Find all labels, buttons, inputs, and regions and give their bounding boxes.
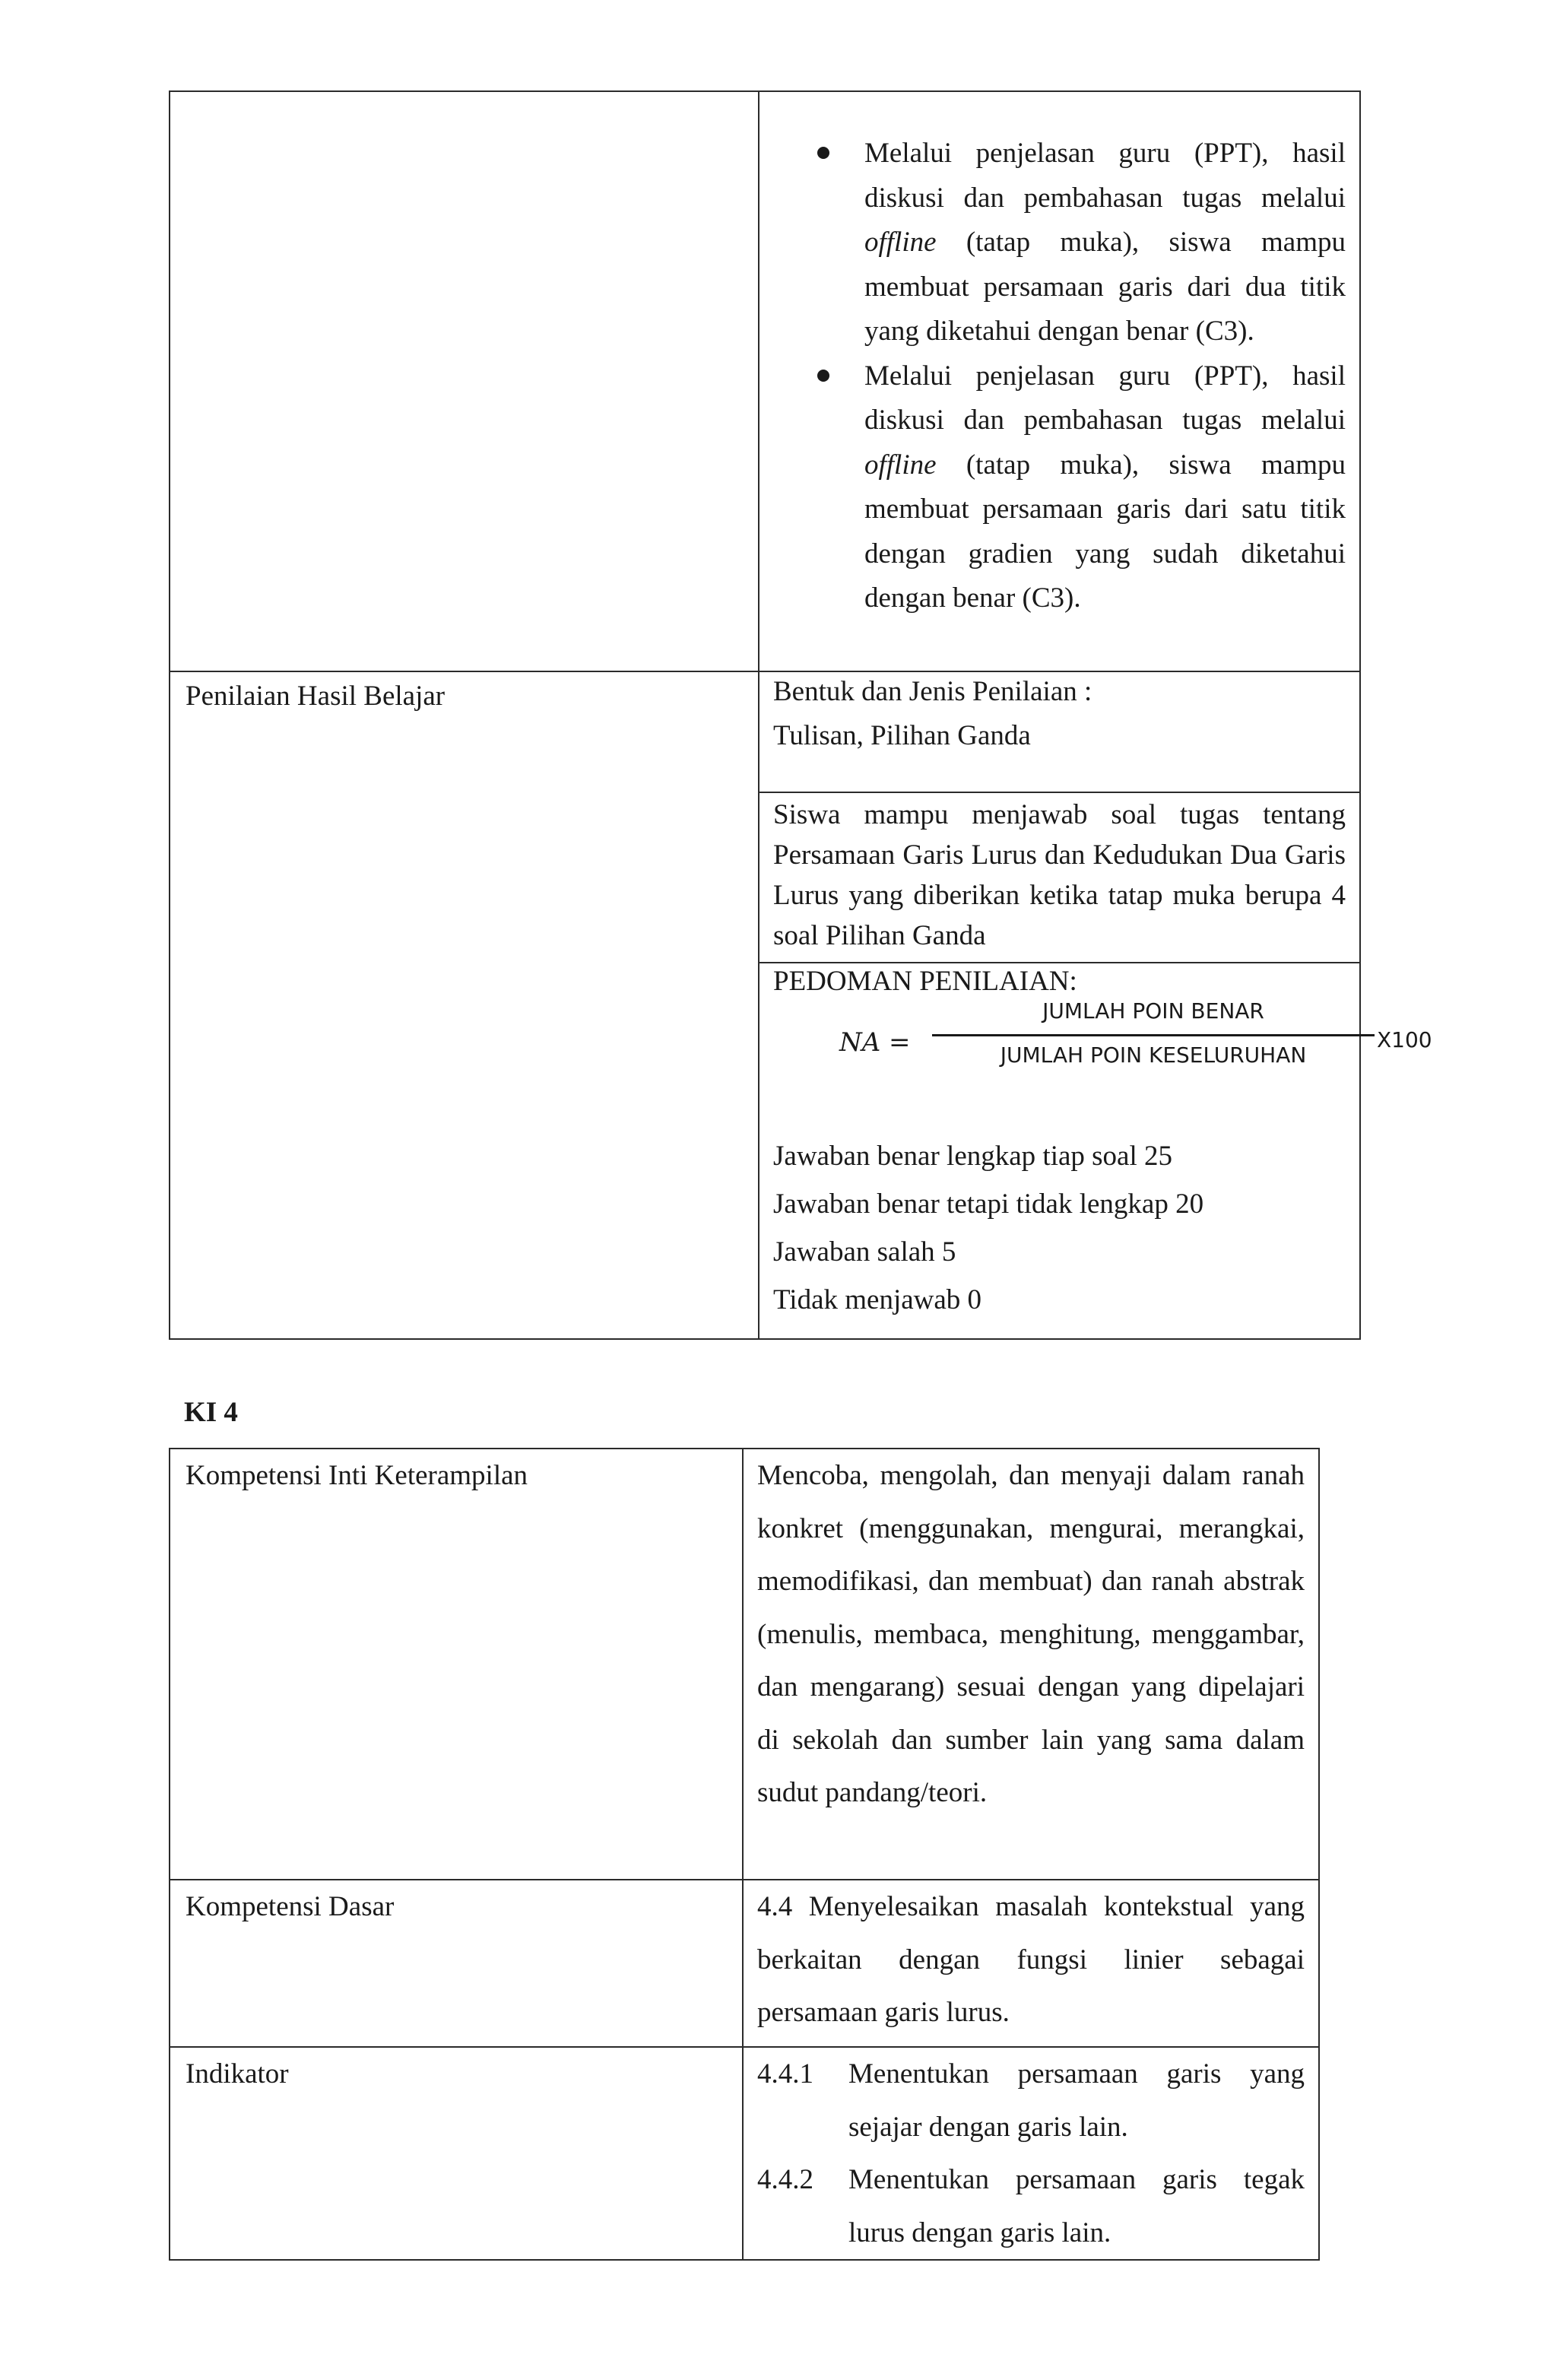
score-item: Jawaban benar tetapi tidak lengkap 20 bbox=[773, 1188, 1204, 1220]
assessment-form-value: Tulisan, Pilihan Ganda bbox=[773, 720, 1031, 751]
formula-equals: = bbox=[889, 1027, 911, 1058]
objective-item bbox=[759, 132, 1346, 354]
core-competency-text: Mencoba, mengolah, dan menyaji dalam ranah konkret (menggunakan, mengurai, merangkai, memodifikasi, dan membuat) dan ranah abstrak (menulis, membaca, menghitung, menggambar, dan mengarang) sesuai dengan yang dipelajari di sekolah dan sumber lain yang sama dalam sudut pandang/teori. bbox=[757, 1460, 1305, 1808]
indicator-label: Indikator bbox=[186, 2058, 289, 2090]
objective-text: Melalui penjelasan guru (PPT), hasil diskusi dan pembahasan tugas melalui bbox=[864, 138, 1346, 214]
assessment-table bbox=[169, 90, 1432, 1340]
assignment-cell bbox=[759, 792, 1360, 963]
empty-label-cell bbox=[170, 91, 759, 671]
objective-item bbox=[759, 354, 1346, 621]
score-item: Jawaban benar lengkap tiap soal 25 bbox=[773, 1141, 1173, 1172]
scoring-guide-title: PEDOMAN PENILAIAN: bbox=[773, 966, 1077, 997]
indicator-list-cell bbox=[743, 2047, 1319, 2260]
objectives-cell bbox=[759, 91, 1360, 671]
core-competency-label-cell bbox=[170, 1449, 743, 1880]
assessment-form-cell bbox=[759, 671, 1360, 792]
assessment-form-title: Bentuk dan Jenis Penilaian : bbox=[773, 676, 1092, 707]
indicator-number: 4.4.1 bbox=[757, 2058, 813, 2090]
core-competency-row bbox=[170, 1449, 1319, 1880]
indicator-text: Menentukan persamaan garis yang sejajar dengan garis lain. bbox=[848, 2058, 1305, 2143]
basic-competency-text-cell bbox=[743, 1880, 1319, 2047]
competency-table bbox=[169, 1448, 1320, 2261]
objective-italic: offline bbox=[864, 449, 937, 481]
indicator-item bbox=[744, 2048, 1318, 2153]
basic-competency-row bbox=[170, 1880, 1319, 2047]
basic-competency-label: Kompetensi Dasar bbox=[186, 1891, 395, 1922]
indicator-row bbox=[170, 2047, 1319, 2260]
basic-competency-text: 4.4 Menyelesaikan masalah kontekstual yang berkaitan dengan fungsi linier sebagai persamaan garis lurus. bbox=[757, 1891, 1305, 2028]
indicator-text: Menentukan persamaan garis tegak lurus dengan garis lain. bbox=[848, 2164, 1305, 2248]
assignment-text: Siswa mampu menjawab soal tugas tentang Persamaan Garis Lurus dan Kedudukan Dua Garis Lurus yang diberikan ketika tatap muka berupa 4 soal Pilihan Ganda bbox=[773, 799, 1346, 951]
objective-text: Melalui penjelasan guru (PPT), hasil diskusi dan pembahasan tugas melalui bbox=[864, 360, 1346, 436]
objective-italic: offline bbox=[864, 227, 937, 258]
section-heading-ki4: KI 4 bbox=[184, 1397, 238, 1428]
bullet-icon bbox=[817, 370, 829, 382]
objectives-list bbox=[759, 92, 1359, 621]
score-list bbox=[759, 1090, 1359, 1324]
bullet-icon bbox=[817, 147, 829, 159]
formula-multiplier: X100 bbox=[1377, 1027, 1432, 1052]
score-formula bbox=[759, 998, 1432, 1090]
formula-lhs: NA bbox=[839, 1027, 881, 1058]
score-item: Tidak menjawab 0 bbox=[773, 1284, 982, 1315]
formula-denominator: JUMLAH POIN KESELURUHAN bbox=[1000, 1042, 1307, 1068]
objective-text-end: (tatap muka), siswa mampu membuat persamaan garis dari dua titik yang diketahui dengan benar (C3). bbox=[864, 227, 1346, 347]
indicator-number: 4.4.2 bbox=[757, 2164, 813, 2195]
penilaian-label-cell bbox=[170, 671, 759, 1339]
basic-competency-label-cell bbox=[170, 1880, 743, 2047]
formula-numerator: JUMLAH POIN BENAR bbox=[1042, 998, 1264, 1023]
core-competency-text-cell bbox=[743, 1449, 1319, 1880]
scoring-guide-cell bbox=[759, 963, 1432, 1339]
indicator-label-cell bbox=[170, 2047, 743, 2260]
score-item: Jawaban salah 5 bbox=[773, 1236, 956, 1268]
penilaian-label: Penilaian Hasil Belajar bbox=[186, 681, 446, 712]
core-competency-label: Kompetensi Inti Keterampilan bbox=[186, 1460, 528, 1491]
fraction-bar bbox=[932, 1034, 1375, 1036]
indicator-item bbox=[744, 2153, 1318, 2259]
objectives-row bbox=[170, 91, 1360, 671]
objective-text-end: (tatap muka), siswa mampu membuat persamaan garis dari satu titik dengan gradien yang sudah diketahui dengan benar (C3). bbox=[864, 449, 1346, 614]
assessment-form-row bbox=[170, 671, 1360, 792]
